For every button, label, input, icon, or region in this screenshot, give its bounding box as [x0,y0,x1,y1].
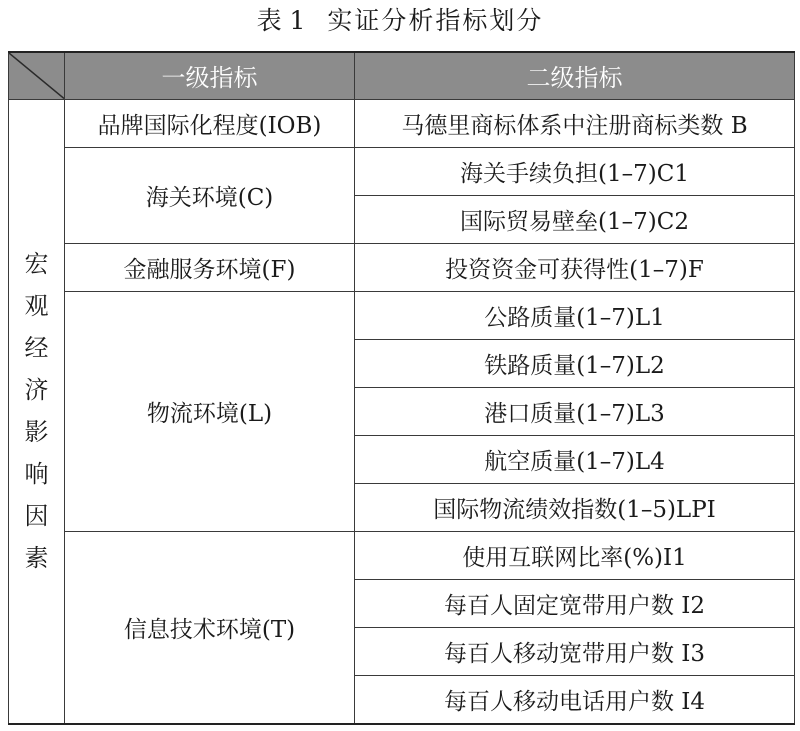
second-level-cell: 每百人移动电话用户数 I4 [355,676,795,724]
second-level-cell: 铁路质量(1–7)L2 [355,339,795,387]
table-number: 表 1 [256,6,306,35]
table-title: 实证分析指标划分 [327,6,544,35]
second-level-cell: 每百人移动宽带用户数 I3 [355,628,795,676]
second-level-cell: 海关手续负担(1–7)C1 [355,147,795,195]
table-caption [0,0,800,46]
table-row [9,243,795,291]
first-level-cell: 海关环境(C) [65,147,355,243]
header-corner-cell [9,52,65,99]
first-level-cell: 物流环境(L) [65,291,355,531]
indicator-table [8,51,795,725]
table-row [9,147,795,195]
first-level-cell: 金融服务环境(F) [65,243,355,291]
table-row [9,532,795,580]
first-level-cell: 品牌国际化程度(IOB) [65,99,355,147]
second-level-cell: 公路质量(1–7)L1 [355,291,795,339]
table-row [9,99,795,147]
second-level-cell: 国际物流绩效指数(1–5)LPI [355,484,795,532]
first-level-cell: 信息技术环境(T) [65,532,355,724]
second-level-cell: 国际贸易壁垒(1–7)C2 [355,195,795,243]
header-row [9,52,795,99]
second-level-cell: 马德里商标体系中注册商标类数 B [355,99,795,147]
header-first-level: 一级指标 [65,52,355,99]
second-level-cell: 港口质量(1–7)L3 [355,387,795,435]
second-level-cell: 每百人固定宽带用户数 I2 [355,580,795,628]
header-second-level: 二级指标 [355,52,795,99]
second-level-cell: 航空质量(1–7)L4 [355,435,795,483]
row-group-label: 宏观经济影响因素 [9,99,65,724]
diagonal-line-icon [9,53,64,99]
second-level-cell: 投资资金可获得性(1–7)F [355,243,795,291]
table-row [9,291,795,339]
second-level-cell: 使用互联网比率(%)I1 [355,532,795,580]
